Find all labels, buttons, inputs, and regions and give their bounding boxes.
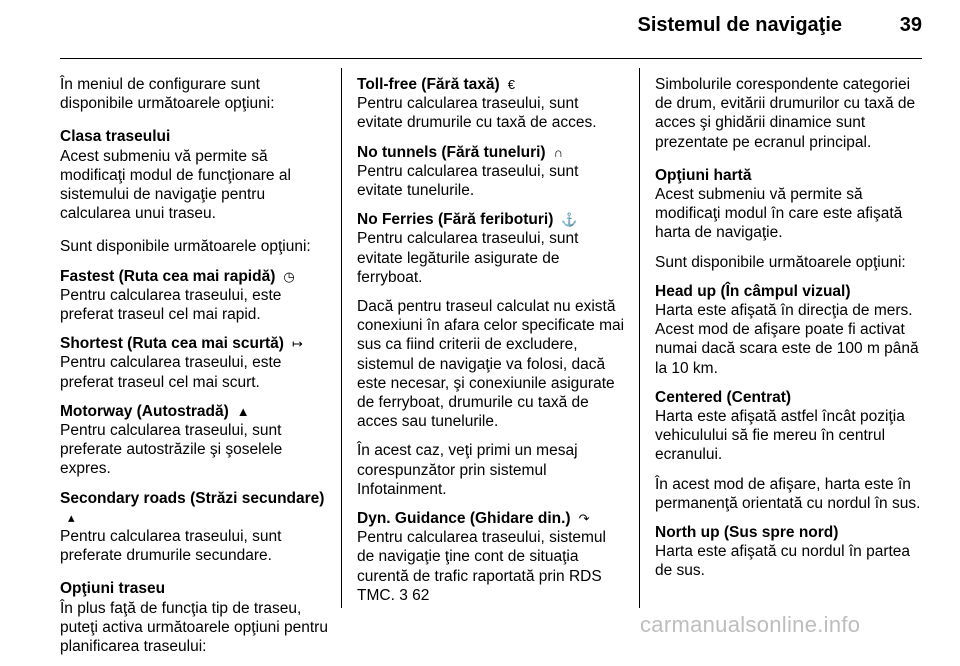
centered-heading: Centered (Centrat) [655, 388, 792, 406]
column-left [60, 75, 330, 666]
page-number: 39 [899, 14, 922, 36]
route-options-text: În plus faţă de funcţia tip de traseu, puteţi activa următoarele opţiuni pentru planificarea traseului: [60, 599, 328, 656]
exclusion-paragraph: Dacă pentru traseul calculat nu există conexiuni în afara celor specificate mai sus ca fiind criterii de excludere, sistemul de navigaţie va folosi, dacă este necesar, şi conexiunile asigurate de ferryboat, drumurile cu taxă de acces sau tunelurile. [357, 298, 625, 431]
route-class-heading: Clasa traseului [60, 128, 171, 146]
tollfree-text: Pentru calcularea traseului, sunt evitate drumurile cu taxă de acces. [357, 95, 597, 132]
headup-text: Harta este afişată în direcţia de mers. Acest mod de afişare poate fi activat numai dacă scara este de 100 m până la 10 km. [655, 302, 919, 377]
secondary-text: Pentru calcularea traseului, sunt preferate drumurile secundare. [60, 528, 282, 565]
dyn-guidance-text: Pentru calcularea traseului, sistemul de navigaţie ţine cont de situaţia curentă de trafic raportată prin RDS TMC. [357, 529, 606, 604]
ferries-text: Pentru calcularea traseului, sunt evitate legăturile asigurate de ferryboat. [357, 230, 579, 286]
options-sentence: Sunt disponibile următoarele opţiuni: [60, 238, 311, 256]
route-options-heading: Opţiuni traseu [60, 580, 166, 598]
column-right [655, 75, 925, 591]
tunnels-text: Pentru calcularea traseului, sunt evitate tunelurile. [357, 162, 579, 200]
northup-text: Harta este afişată cu nordul în partea de sus. [655, 543, 911, 580]
motorway-icon: ▲ [236, 403, 250, 419]
symbols-paragraph: Simbolurile corespondente categoriei de drum, evitării drumurilor cu taxă de acces şi ghidării dinamice sunt prezentate pe ecranul principal. [655, 76, 916, 151]
route-class-text: Acest submeniu vă permite să modificaţi modul de funcţionare al sistemului de navigaţie pentru calcularea unui traseu. [60, 147, 291, 223]
message-paragraph: În acest caz, veţi primi un mesaj corespunzător prin sistemul Infotainment. [357, 442, 578, 498]
dyn-guidance-heading: Dyn. Guidance (Ghidare din.) [357, 510, 571, 528]
ferries-heading: No Ferries (Fără feriboturi) [357, 211, 554, 229]
motorway-text: Pentru calcularea traseului, sunt preferate autostrăzile şi şoselele expres. [60, 422, 283, 478]
options-sentence-map: Sunt disponibile următoarele opţiuni: [655, 253, 906, 271]
map-options-text: Acest submeniu vă permite să modificaţi modul în care este afişată harta de navigaţie. [655, 186, 903, 242]
tollfree-heading: Toll-free (Fără taxă) [357, 76, 500, 93]
centered-text: Harta este afişată astfel încât poziţia vehiculului să fie mereu în centrul ecranului. [655, 408, 905, 464]
ferry-icon: ⚓ [561, 212, 578, 228]
fastest-heading: Fastest (Ruta cea mai rapidă) [60, 267, 276, 285]
secondary-road-icon: ▴ [68, 509, 75, 525]
dynamic-guidance-icon: ↷ [578, 511, 590, 527]
motorway-heading: Motorway (Autostradă) [60, 402, 229, 420]
display-mode-paragraph: În acest mod de afişare, harta este în permanenţă orientată cu nordul în sus. [655, 475, 921, 512]
column-divider [341, 68, 342, 608]
tunnel-icon: ∩ [553, 144, 563, 160]
column-middle [357, 75, 625, 615]
toll-icon: € [507, 77, 515, 92]
min-distance-icon: ↦ [291, 336, 303, 352]
map-options-heading: Opţiuni hartă [655, 166, 752, 184]
fastest-text: Pentru calcularea traseului, este preferat traseul cel mai rapid. [60, 286, 282, 324]
secondary-heading: Secondary roads (Străzi secundare) [60, 489, 325, 507]
page-reference: 3 62 [399, 586, 430, 604]
page-header [0, 0, 960, 60]
clock-icon: ◷ [283, 268, 295, 284]
header-rule [60, 58, 922, 59]
watermark: carmanualsonline.info [640, 612, 861, 637]
tunnels-heading: No tunnels (Fără tuneluri) [357, 143, 546, 161]
shortest-text: Pentru calcularea traseului, este preferat traseul cel mai scurt. [60, 354, 282, 391]
column-divider [639, 68, 640, 608]
shortest-heading: Shortest (Ruta cea mai scurtă) [60, 335, 284, 353]
northup-heading: North up (Sus spre nord) [655, 524, 839, 542]
intro-paragraph: În meniul de configurare sunt disponibile următoarele opţiuni: [60, 76, 275, 113]
headup-heading: Head up (În câmpul vizual) [655, 282, 851, 300]
page-title: Sistemul de navigaţie [637, 14, 842, 36]
